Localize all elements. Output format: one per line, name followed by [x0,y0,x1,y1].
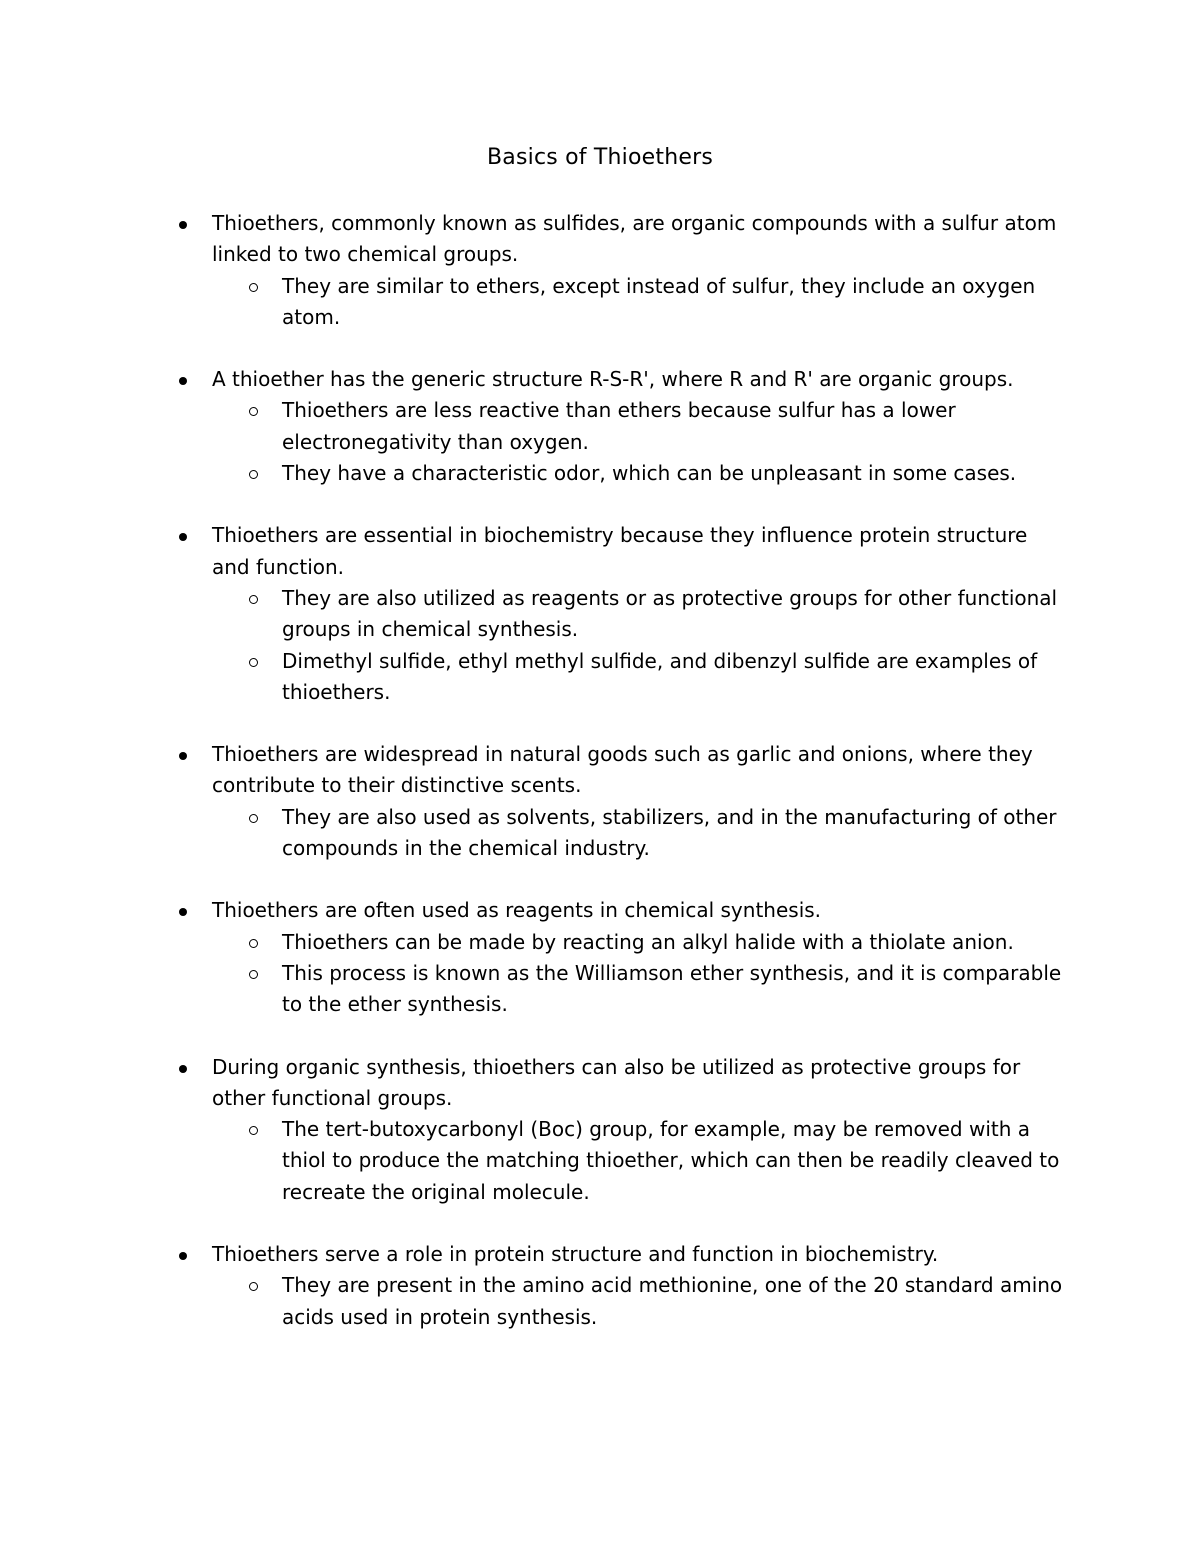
hollow-circle-icon [249,283,258,292]
hollow-circle-icon [249,658,258,667]
hollow-circle-icon [249,407,258,416]
bullet-text: Thioethers are widespread in natural goods such as garlic and onions, where they contribute to their distinctive scents. [212,742,1033,798]
sub-bullet-text: The tert-butoxycarbonyl (Boc) group, for example, may be removed with a thiol to produce the matching thioether, which can then be readily cleaved to recreate the original molecule. [282,1117,1060,1204]
bullet-item [0,1239,1062,1270]
sub-bullet-item [0,646,1072,709]
document-title: Basics of Thioethers [487,145,713,170]
sub-bullet-text: They are also used as solvents, stabilizers, and in the manufacturing of other compounds in the chemical industry. [282,804,1057,861]
bullet-group [0,895,1200,1020]
sub-bullet-text: Thioethers can be made by reacting an alkyl halide with a thiolate anion. [282,929,1014,954]
hollow-circle-icon [249,470,258,479]
hollow-circle-icon [249,1282,258,1291]
sub-bullet-text: This process is known as the Williamson ether synthesis, and it is comparable to the ether synthesis. [282,960,1062,1017]
bullet-item [0,208,1062,271]
bullet-text: A thioether has the generic structure R-S-R', where R and R' are organic groups. [212,367,1014,392]
sub-bullet-item [0,958,1072,1021]
sub-bullet-item [0,1114,1072,1208]
bullet-text: Thioethers are often used as reagents in chemical synthesis. [212,898,822,923]
bullet-group [0,520,1200,708]
bullet-dot-icon [179,752,187,760]
sub-bullet-text: They are similar to ethers, except instead of sulfur, they include an oxygen atom. [282,273,1036,329]
sub-bullet-text: They have a characteristic odor, which can be unpleasant in some cases. [282,461,1017,486]
bullet-dot-icon [179,533,187,541]
bullet-group [0,1052,1200,1208]
hollow-circle-icon [249,814,258,823]
bullet-text: Thioethers are essential in biochemistry because they influence protein structure and function. [212,523,1028,579]
hollow-circle-icon [249,595,258,604]
sub-bullet-text: Dimethyl sulfide, ethyl methyl sulfide, and dibenzyl sulfide are examples of thioethers. [282,648,1038,704]
sub-bullet-item [0,458,1072,489]
bullet-item [0,739,1062,802]
bullet-group [0,208,1200,333]
bullet-dot-icon [179,1252,187,1260]
sub-bullet-item [0,271,1072,334]
bullet-item [0,895,1062,926]
bullet-item [0,520,1062,583]
hollow-circle-icon [249,939,258,948]
bullet-dot-icon [179,377,187,385]
sub-bullet-item [0,1270,1072,1333]
sub-bullet-text: They are present in the amino acid methionine, one of the 20 standard amino acids used in protein synthesis. [282,1273,1063,1329]
sub-bullet-text: They are also utilized as reagents or as protective groups for other functional groups in chemical synthesis. [282,585,1058,642]
hollow-circle-icon [249,1126,258,1135]
bullet-dot-icon [179,908,187,916]
hollow-circle-icon [249,970,258,979]
bullet-list [0,208,1200,1364]
bullet-group [0,1239,1200,1333]
bullet-group [0,739,1200,864]
bullet-text: During organic synthesis, thioethers can also be utilized as protective groups for other functional groups. [212,1054,1021,1110]
bullet-dot-icon [179,1065,187,1073]
sub-bullet-item [0,583,1072,646]
bullet-dot-icon [179,221,187,229]
sub-bullet-item [0,927,1072,958]
sub-bullet-text: Thioethers are less reactive than ethers because sulfur has a lower electronegativity than oxygen. [282,398,956,454]
bullet-item [0,1052,1062,1115]
bullet-text: Thioethers, commonly known as sulfides, are organic compounds with a sulfur atom linked to two chemical groups. [212,211,1057,267]
bullet-group [0,364,1200,489]
sub-bullet-item [0,395,1072,458]
bullet-text: Thioethers serve a role in protein structure and function in biochemistry. [212,1242,939,1267]
bullet-item [0,364,1062,395]
sub-bullet-item [0,802,1072,865]
